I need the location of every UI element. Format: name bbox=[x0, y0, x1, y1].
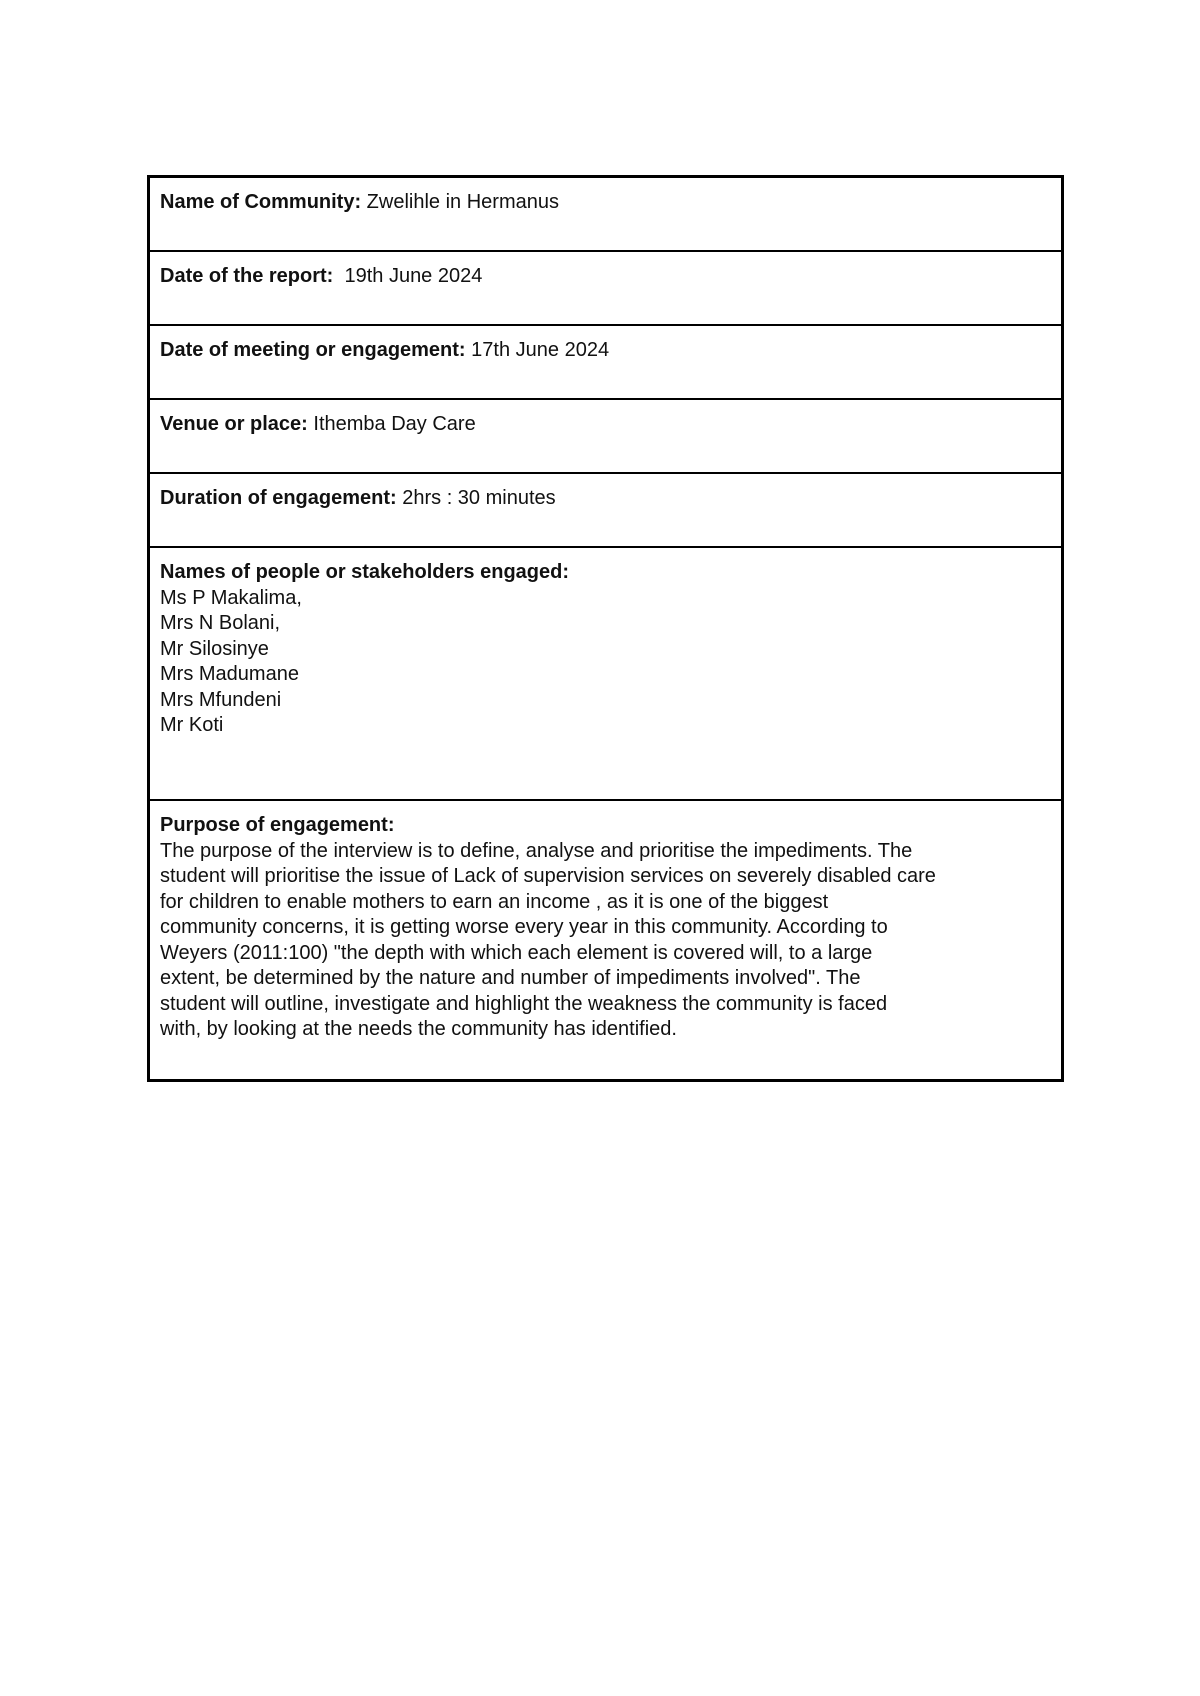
purpose-line: with, by looking at the needs the community has identified. bbox=[160, 1018, 677, 1040]
purpose-row bbox=[150, 801, 1061, 1079]
purpose-line: extent, be determined by the nature and number of impediments involved". The bbox=[160, 967, 861, 989]
purpose-text bbox=[160, 839, 1051, 1043]
report-date-value: 19th June 2024 bbox=[333, 265, 483, 287]
engagement-report-table bbox=[147, 175, 1064, 1082]
community-value: Zwelihle in Hermanus bbox=[361, 191, 559, 213]
stakeholders-label: Names of people or stakeholders engaged: bbox=[160, 561, 569, 583]
report-date-row bbox=[150, 252, 1061, 326]
duration-row bbox=[150, 474, 1061, 548]
meeting-date-row bbox=[150, 326, 1061, 400]
stakeholders-list bbox=[160, 586, 1051, 739]
purpose-line: The purpose of the interview is to define, analyse and prioritise the impediments. The bbox=[160, 839, 913, 862]
purpose-label: Purpose of engagement: bbox=[160, 814, 395, 836]
meeting-date-label: Date of meeting or engagement: bbox=[160, 339, 466, 361]
purpose-line: student will prioritise the issue of Lack of supervision services on severely disabled care bbox=[160, 865, 936, 887]
stakeholder-name: Mrs Mfundeni bbox=[160, 688, 282, 711]
venue-label: Venue or place: bbox=[160, 413, 308, 435]
duration-label: Duration of engagement: bbox=[160, 487, 397, 509]
report-date-label: Date of the report: bbox=[160, 265, 334, 287]
purpose-line: community concerns, it is getting worse every year in this community. According to bbox=[160, 916, 888, 938]
stakeholder-name: Mrs N Bolani, bbox=[160, 612, 281, 634]
stakeholder-name: Mr Silosinye bbox=[160, 637, 269, 660]
community-row bbox=[150, 178, 1061, 252]
stakeholder-name: Mrs Madumane bbox=[160, 663, 299, 685]
stakeholders-row bbox=[150, 548, 1061, 801]
purpose-line: student will outline, investigate and highlight the weakness the community is faced bbox=[160, 992, 888, 1015]
meeting-date-value: 17th June 2024 bbox=[465, 339, 610, 361]
purpose-line: Weyers (2011:100) "the depth with which each element is covered will, to a large bbox=[160, 941, 873, 964]
duration-value: 2hrs : 30 minutes bbox=[396, 487, 556, 509]
stakeholder-name: Ms P Makalima, bbox=[160, 586, 302, 609]
purpose-line: for children to enable mothers to earn an income , as it is one of the biggest bbox=[160, 890, 829, 913]
venue-value: Ithemba Day Care bbox=[307, 413, 476, 435]
stakeholder-name: Mr Koti bbox=[160, 714, 224, 736]
community-label: Name of Community: bbox=[160, 191, 362, 213]
venue-row bbox=[150, 400, 1061, 474]
